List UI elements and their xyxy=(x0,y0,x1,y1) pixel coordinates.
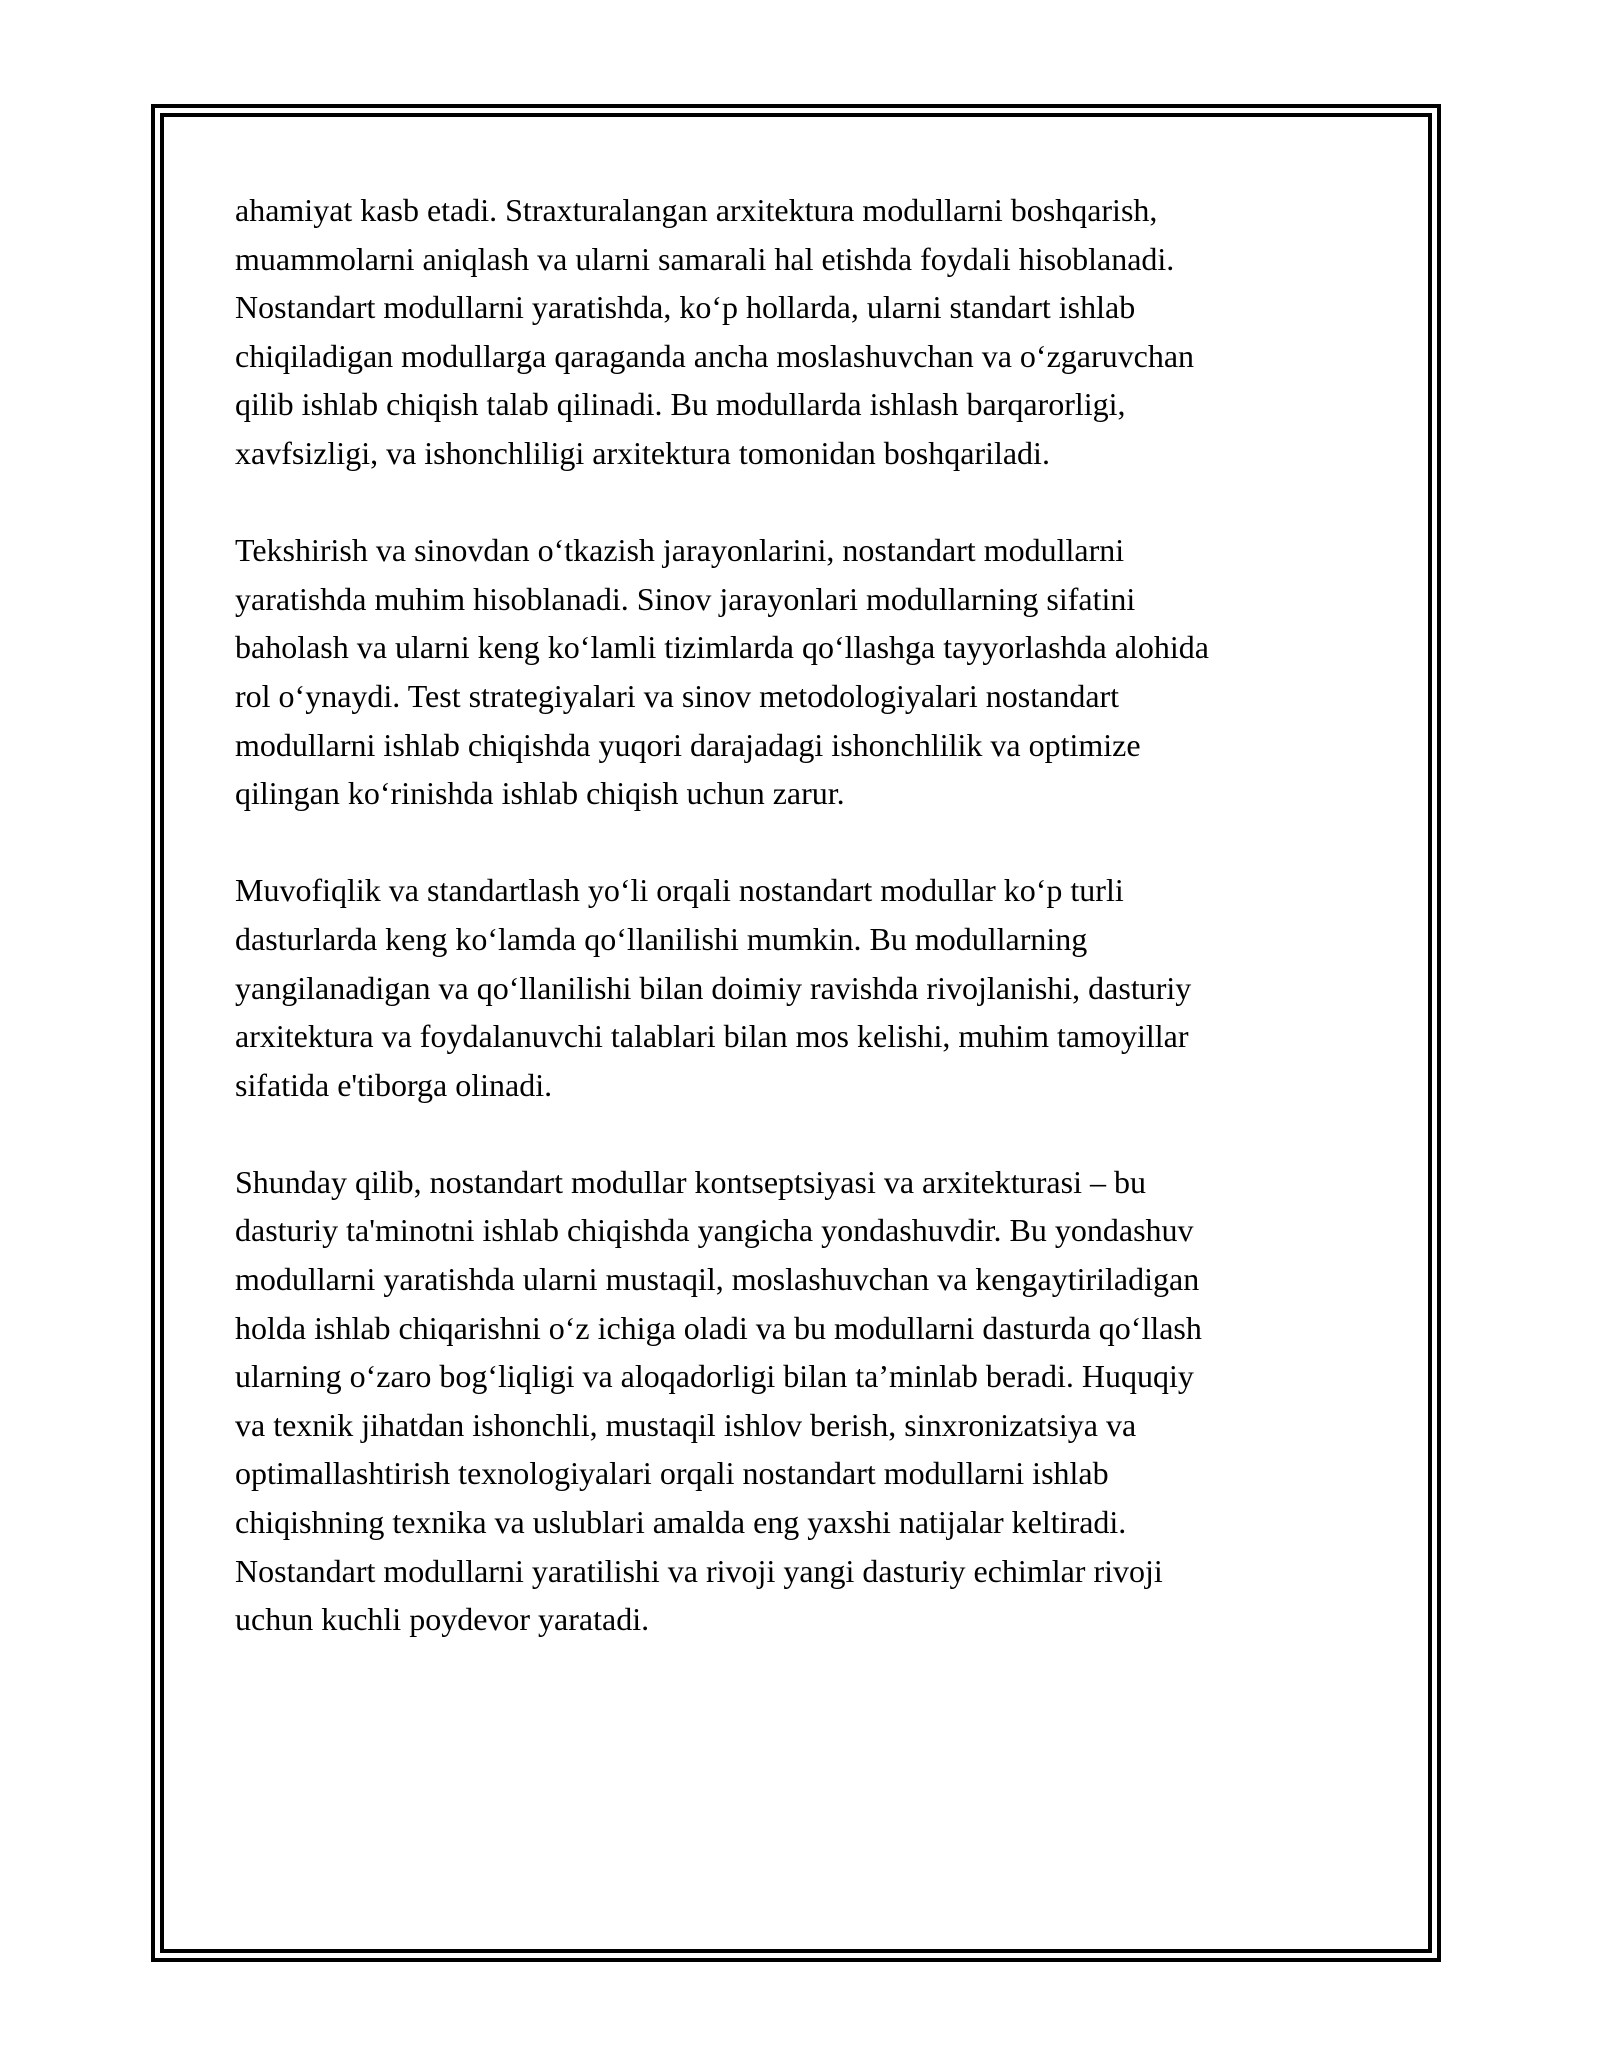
paragraph-line: optimallashtirish texnologiyalari orqali nostandart modullarni ishlab xyxy=(235,1455,1109,1492)
paragraph-2 xyxy=(235,526,1365,818)
paragraph-line: ahamiyat kasb etadi. Straxturalangan arxitektura modullarni boshqarish, xyxy=(235,192,1158,228)
paragraph-line: holda ishlab chiqarishni o‘z ichiga oladi va bu modullarni dasturda qo‘llash xyxy=(235,1309,1202,1346)
document-body xyxy=(235,186,1365,1692)
paragraph-3 xyxy=(235,866,1365,1109)
paragraph-4 xyxy=(235,1158,1365,1644)
paragraph-line: xavfsizligi, va ishonchliligi arxitektura tomonidan boshqariladi. xyxy=(235,434,1050,471)
paragraph-line: ularning o‘zaro bog‘liqligi va aloqadorligi bilan ta’minlab beradi. Huquqiy xyxy=(235,1358,1194,1395)
paragraph-line: dasturlarda keng ko‘lamda qo‘llanilishi mumkin. Bu modullarning xyxy=(235,920,1088,957)
paragraph-line: chiqiladigan modullarga qaraganda ancha moslashuvchan va o‘zgaruvchan xyxy=(235,337,1195,374)
paragraph-line: qilingan ko‘rinishda ishlab chiqish uchun zarur. xyxy=(235,775,845,812)
paragraph-line: dasturiy ta'minotni ishlab chiqishda yangicha yondashuvdir. Bu yondashuv xyxy=(235,1212,1194,1249)
paragraph-line: chiqishning texnika va uslublari amalda eng yaxshi natijalar keltiradi. xyxy=(235,1504,1127,1541)
paragraph-1 xyxy=(235,186,1365,478)
paragraph-line: baholash va ularni keng ko‘lamli tizimlarda qo‘llashga tayyorlashda alohida xyxy=(235,629,1209,666)
paragraph-line: Nostandart modullarni yaratilishi va rivoji yangi dasturiy echimlar rivoji xyxy=(235,1552,1163,1589)
paragraph-line: modullarni ishlab chiqishda yuqori darajadagi ishonchlilik va optimize xyxy=(235,726,1141,763)
paragraph-line: qilib ishlab chiqish talab qilinadi. Bu modullarda ishlash barqarorligi, xyxy=(235,386,1126,423)
paragraph-line: sifatida e'tiborga olinadi. xyxy=(235,1066,553,1103)
paragraph-line: muammolarni aniqlash va ularni samarali hal etishda foydali hisoblanadi. xyxy=(235,240,1175,277)
paragraph-line: yangilanadigan va qo‘llanilishi bilan doimiy ravishda rivojlanishi, dasturiy xyxy=(235,969,1192,1006)
paragraph-line: arxitektura va foydalanuvchi talablari bilan mos kelishi, muhim tamoyillar xyxy=(235,1018,1189,1055)
paragraph-line: rol o‘ynaydi. Test strategiyalari va sinov metodologiyalari nostandart xyxy=(235,677,1120,714)
paragraph-line: yaratishda muhim hisoblanadi. Sinov jarayonlari modullarning sifatini xyxy=(235,580,1136,617)
paragraph-line: Tekshirish va sinovdan o‘tkazish jarayonlarini, nostandart modullarni xyxy=(235,532,1125,569)
paragraph-line: Shunday qilib, nostandart modullar kontseptsiyasi va arxitekturasi – bu xyxy=(235,1163,1146,1200)
paragraph-line: modullarni yaratishda ularni mustaqil, moslashuvchan va kengaytiriladigan xyxy=(235,1261,1200,1298)
paragraph-line: va texnik jihatdan ishonchli, mustaqil ishlov berish, sinxronizatsiya va xyxy=(235,1406,1137,1443)
paragraph-line: Nostandart modullarni yaratishda, ko‘p hollarda, ularni standart ishlab xyxy=(235,289,1136,326)
paragraph-line: Muvofiqlik va standartlash yo‘li orqali nostandart modullar ko‘p turli xyxy=(235,872,1124,909)
paragraph-line: uchun kuchli poydevor yaratadi. xyxy=(235,1601,650,1638)
